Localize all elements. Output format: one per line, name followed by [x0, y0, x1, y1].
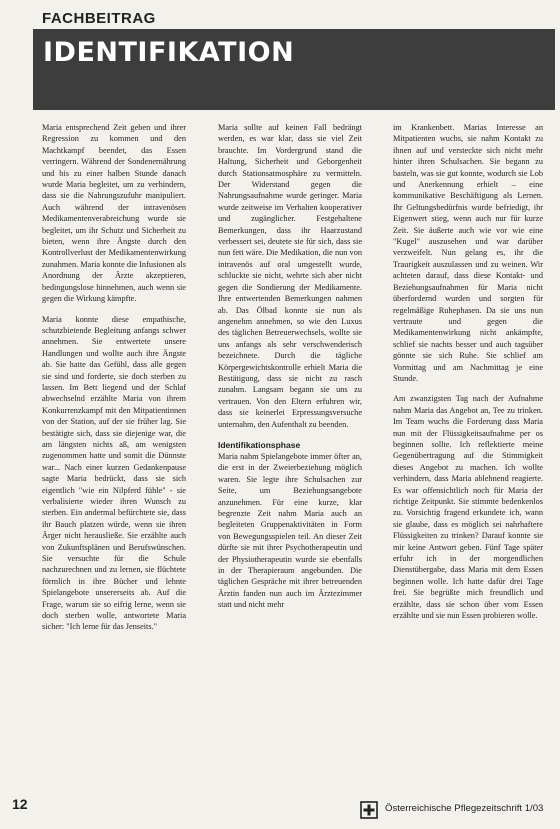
section-heading: Identifikationsphase [218, 439, 301, 450]
paragraph: im Krankenbett. Marias Interesse an Mitpatienten wuchs, sie nahm Kontakt zu ihnen auf und versteckte sich nicht mehr hinter ihren Schulsachen. Sie begann zu basteln, was sie gut konnte, wodurch sie Lob und Anerkennung erhielt – eine kommunikative Beschäftigung als Lernen. Ihr Geltungsbedürfnis wurde befriedigt, ihr Eigenwert stieg, wenn auch nur für kurze Zeit. Sie äußerte auch wie vor wie eine "Kugel" auszusehen und war darüber verzweifelt. Nun gelang es, ihr die Traurigkeit auszulassen und zu weinen. Wir achteten darauf, dass diese Kontakt- und Beziehungsaufnahmen für Maria nicht überfordernd wurden und sorgten für regelmäßige Ruhephasen. Da sie uns nun vertraute und gegen die Medikamentenwirkung nicht ankämpfte, schlief sie nachts besser und auch tagsüber gönnte sie sich Ruhe. Sie schlief am Vormittag und am Nachmittag je eine Stunde. [393, 123, 543, 383]
article-title: IDENTIFIKATION [43, 37, 295, 68]
paragraph: Maria konnte diese empathische, schutzbietende Begleitung anfangs schwer annehmen. Sie entwertete unsere Handlungen und wollte auch ihre Ängste ab. Sie hatte das Gefühl, dass alle gegen sie sind und forderte, sie doch sterben zu lassen. Im Bett liegend und der Schlaf abwechselnd erzählte Maria von ihrem Konkurrenzkampf mit den Mitpatientinnen von der Station, auf der sie früher lag. Sie bestätigte sich, dass sie diejenige war, die am längsten nichts aß, am wenigsten zugenommen hatte und somit die Dünnste war... Nach einer kurzen Gedankenpause sagte Maria bedrückt, dass sie sich eigentlich "wie ein Nilpferd fühle" - sie verbalisierte wieder ihren Wunsch zu sterben. Ein andermal befürchtete sie, dass ihr Bauch platzen würde, wenn sie ihren Ärger nicht herausließe. Sie erzählte auch von Zukunftsplänen und Berufswünschen. Sie versuchte für die Schule nachzurechnen und zu lernen, sie flüchtete förmlich in ihre Bücher und lehnte Spielangebote unsererseits ab. Auf die Frage, warum sie so eifrig lerne, wenn sie doch sterben wolle, antwortete Maria sicher: "Ich lerne für das Jenseits." [42, 314, 186, 632]
text-column-2 [218, 122, 362, 786]
journal-name: Österreichische Pflegezeitschrift 1/03 [385, 803, 544, 814]
paragraph: Maria sollte auf keinen Fall bedrängt werden, es war klar, dass sie viel Zeit brauchte. Im Vordergrund stand die Haltung, Sicherheit und Geborgenheit durch Stationsatmosphäre zu vermitteln. Der Widerstand gegen die Nahrungsaufnahme wurde geringer. Maria wurde zeitweise im Verhalten kooperativer und zugänglicher. Festgehaltene Bemerkungen, dass ihr Haarzustand verbessert sei, deutete sie für sich, dass sie nun fett wäre. Die Medikation, die nun von intravenös auf oral umgestellt wurde, schluckte sie nicht, wehrte sich aber nicht gegen die Sondierung der Medikamente. Ihre entwertenden Bemerkungen nahmen ab. Das Ölbad konnte sie nun als angenehm annehmen, so wie den Luxus des täglichen Betreuerwechsels, wollte sie uns anfangs als sehr verschwenderisch bezeichnete. Durch die tägliche Körpergewichtskontrolle erhielt Maria die Bestätigung, dass sie nicht zu rasch zunahm. Langsam begann sie uns zu vertrauen. Von den Eltern erfuhren wir, dass sie keinerlei Erpressungsversuche unternahm, den Aufenthalt zu beenden. [218, 123, 362, 429]
paragraph: Am zwanzigsten Tag nach der Aufnahme nahm Maria das Angebot an, Tee zu trinken. Im Team wuchs die Forderung dass Maria nun mit der Flüssigkeitsaufnahme per os beginnen sollte. Ich reflektierte meine Gegenübertragung auf die Stimmigkeit dieses Angebot zu machen. Ich wollte verhindern, dass Maria ablehnend reagierte. Es war offensichtlich noch für Maria der richtige Zeitpunkt. Sie stimmte bedenkenlos zu. Vorsichtig fragend erkundete ich, wann sie glaube, dass es möglich sei nahrhaftere Flüssigkeiten zu trinken? Darauf konnte sie mir keine Antwort geben. Fünf Tage später erfuhr ich in der morgendlichen Dienstübergabe, dass Maria mit dem Essen beginnen wolle. Ich hatte dafür drei Tage frei. Sie begrüßte mich freundlich und erzählte, dass sie schon über vom Essen erzählte und sie nun Essen probieren wolle. [393, 394, 543, 621]
paragraph: Maria entsprechend Zeit geben und ihrer Regression zu kommen und den Machtkampf beendet, das Essen verringern. Während der Sondenernährung und bis zu einer halben Stunde danach wurde Maria begleitet, um zu verhindern, dass sie die Nahrungszufuhr manipuliert. Auch während der intravenösen Medikamentenverabreichung wurde sie begleitet, um ihr Schutz und Sicherheit zu bieten, wenn ihre Ängste durch den Kontrollverlust der Medikamentenwirkung zunahmen. Maria konnte die Infusionen als Anordnung der Ärzte akzeptieren, bedingungslose hinnehmen, auch wenn sie gegen die Wirkung kämpfte. [42, 123, 186, 304]
cross-square-logo-icon [360, 801, 378, 819]
page-number: 12 [12, 796, 28, 812]
text-column-1 [42, 122, 186, 786]
text-column-3 [393, 122, 543, 786]
title-banner [33, 29, 555, 110]
section-rubric: FACHBEITRAG [42, 10, 156, 27]
paragraph: Maria nahm Spielangebote immer öfter an, die erst in der Zweierbeziehung möglich waren. Sie legte ihre Schulsachen zur Seite, um Beziehungsangebote anzunehmen. Für eine kurze, klar begrenzte Zeit nahm Maria auch an begleiteten Gruppenaktivitäten in Form von Bewegungsspielen teil. An dieser Zeit dürfte sie mit ihrer Psychotherapeutin und der Physiotherapeutin wurde sie ebenfalls in der Therapieraum angebunden. Die täglichen Gespräche mit ihrer betreuenden Ärztin fanden nun auch im Ärztezimmer statt und nicht mehr [218, 451, 362, 610]
